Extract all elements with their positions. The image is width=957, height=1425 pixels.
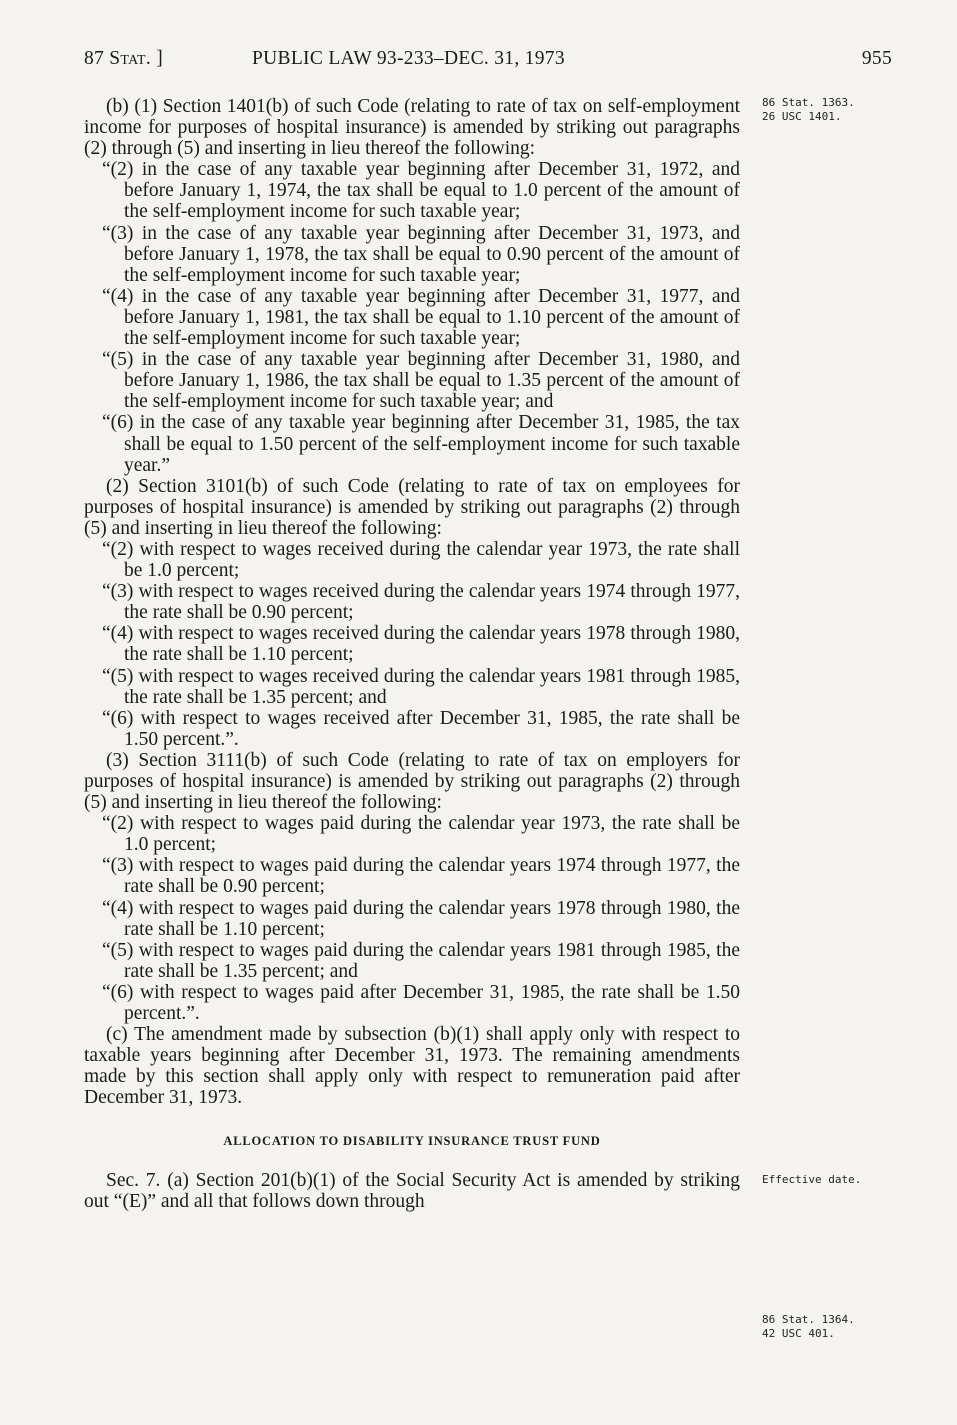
quoted-paragraph: “(2) with respect to wages received during the calendar year 1973, the rate shall be 1.0 percent; bbox=[102, 538, 740, 582]
quoted-paragraph: “(3) in the case of any taxable year beginning after December 31, 1973, and before January 1, 1978, the tax shall be equal to 0.90 percent of the amount of the self-employment income for such taxable year; bbox=[102, 222, 740, 286]
law-title: PUBLIC LAW 93-233–DEC. 31, 1973 bbox=[252, 48, 565, 69]
effective-date-paragraph: (c) The amendment made by subsection (b)(1) shall apply only with respect to taxable years beginning after December 31, 1973. The remaining amendments made by this section shall apply only with respect to remuneration paid after December 31, 1973. bbox=[84, 1024, 740, 1109]
body-text bbox=[84, 96, 740, 1212]
quoted-paragraph: “(4) in the case of any taxable year beginning after December 31, 1977, and before January 1, 1981, the tax shall be equal to 1.10 percent of the amount of the self-employment income for such taxable year; bbox=[102, 285, 740, 350]
quoted-paragraph: “(6) with respect to wages received after December 31, 1985, the rate shall be 1.50 percent.”. bbox=[102, 707, 740, 750]
margin-note-citation-2: 86 Stat. 1364. 42 USC 401. bbox=[762, 1313, 855, 1340]
quoted-paragraph: “(6) with respect to wages paid after December 31, 1985, the rate shall be 1.50 percent.”. bbox=[102, 981, 740, 1025]
quoted-paragraph: “(5) in the case of any taxable year beginning after December 31, 1980, and before January 1, 1986, the tax shall be equal to 1.35 percent of the amount of the self-employment income for such taxable year; and bbox=[102, 349, 740, 413]
margin-note-effective-date: Effective date. bbox=[762, 1173, 862, 1186]
quoted-paragraph: “(4) with respect to wages paid during the calendar years 1978 through 1980, the rate shall be 1.10 percent; bbox=[102, 897, 740, 940]
stat-volume: 87 Stat. ] bbox=[84, 48, 164, 69]
quoted-paragraph: “(3) with respect to wages received during the calendar years 1974 through 1977, the rate shall be 0.90 percent; bbox=[102, 581, 740, 624]
quoted-paragraph: “(5) with respect to wages paid during the calendar years 1981 through 1985, the rate shall be 1.35 percent; and bbox=[102, 939, 740, 982]
quoted-paragraph: “(6) in the case of any taxable year beginning after December 31, 1985, the tax shall be equal to 1.50 percent of the self-employment income for such taxable year.” bbox=[102, 412, 740, 476]
paragraph: (b) (1) Section 1401(b) of such Code (relating to rate of tax on self-employment income for purposes of hospital insurance) is amended by striking out paragraphs (2) through (5) and inserting in lieu thereof the following: bbox=[84, 96, 740, 160]
margin-note-citation-1: 86 Stat. 1363. 26 USC 1401. bbox=[762, 96, 855, 123]
section-7-paragraph: Sec. 7. (a) Section 201(b)(1) of the Social Security Act is amended by striking out “(E)” and all that follows down through bbox=[84, 1169, 740, 1212]
quoted-paragraph: “(4) with respect to wages received during the calendar years 1978 through 1980, the rate shall be 1.10 percent; bbox=[102, 623, 740, 666]
paragraph: (3) Section 3111(b) of such Code (relating to rate of tax on employers for purposes of hospital insurance) is amended by striking out paragraphs (2) through (5) and inserting in lieu thereof the following: bbox=[84, 749, 740, 814]
page-header bbox=[84, 48, 892, 76]
quoted-paragraph: “(5) with respect to wages received during the calendar years 1981 through 1985, the rate shall be 1.35 percent; and bbox=[102, 665, 740, 708]
section-heading: ALLOCATION TO DISABILITY INSURANCE TRUST FUND bbox=[223, 1133, 601, 1148]
page-number: 955 bbox=[861, 48, 892, 69]
quoted-paragraph: “(3) with respect to wages paid during the calendar years 1974 through 1977, the rate shall be 0.90 percent; bbox=[102, 855, 740, 898]
quoted-paragraph: “(2) in the case of any taxable year beginning after December 31, 1972, and before January 1, 1974, the tax shall be equal to 1.0 percent of the amount of the self-employment income for such taxable year; bbox=[102, 159, 740, 223]
quoted-paragraph: “(2) with respect to wages paid during the calendar year 1973, the rate shall be 1.0 percent; bbox=[102, 813, 740, 856]
paragraph: (2) Section 3101(b) of such Code (relating to rate of tax on employees for purposes of hospital insurance) is amended by striking out paragraphs (2) through (5) and inserting in lieu thereof the following: bbox=[84, 475, 740, 539]
